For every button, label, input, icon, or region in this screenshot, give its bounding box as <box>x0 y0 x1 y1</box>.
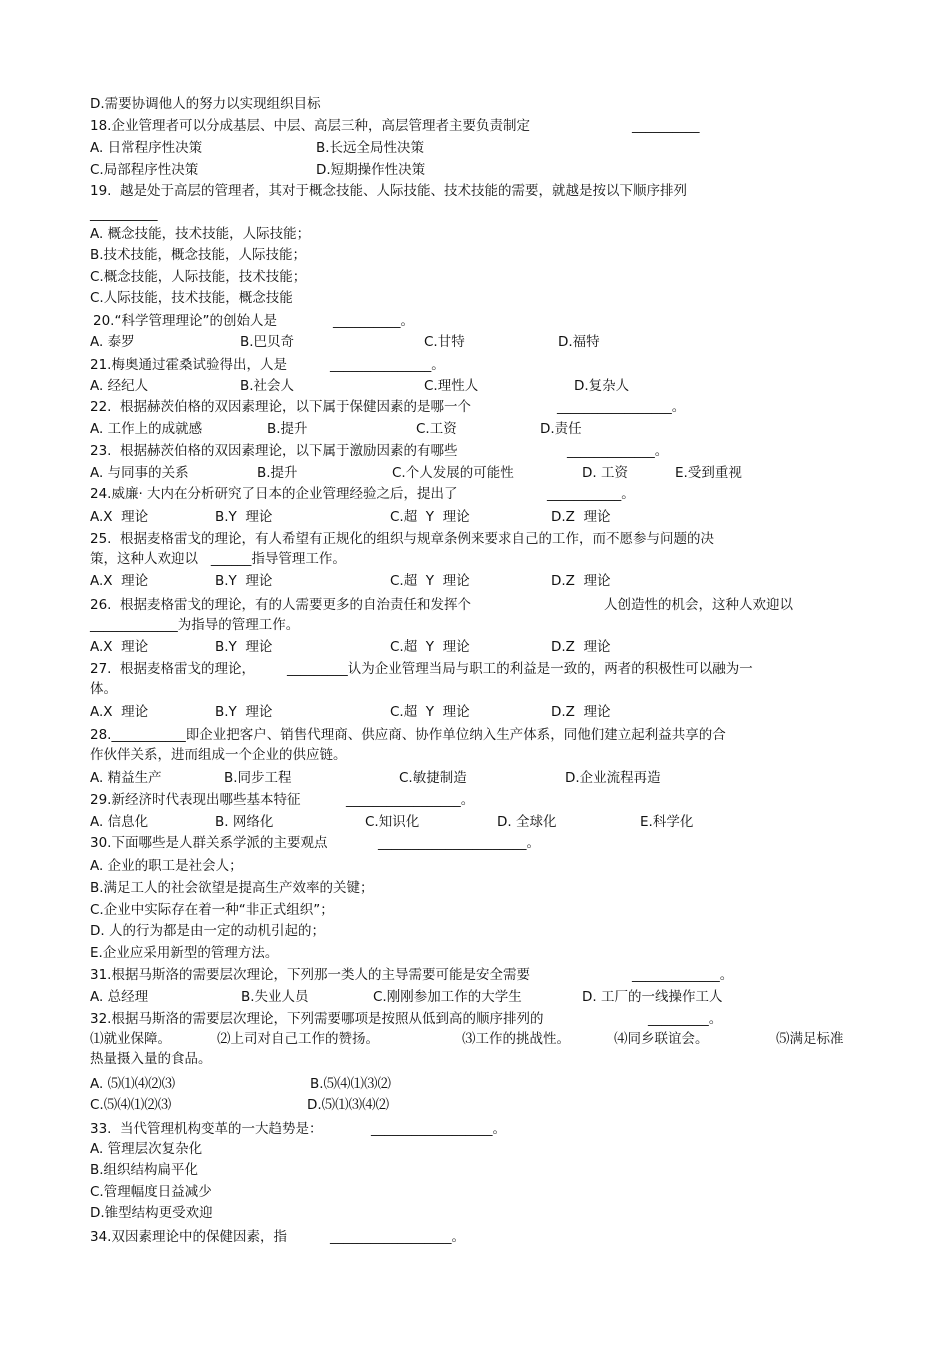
text-line: 33. 当代管理机构变革的一大趋势是： <box>90 1121 323 1137</box>
text-line: A. 经纪人 <box>90 378 149 394</box>
text-line: C.超 Y 理论 <box>390 509 470 525</box>
text-line: B. 网络化 <box>215 814 274 830</box>
text-line: B.社会人 <box>240 378 295 394</box>
text-line: E.企业应采用新型的管理方法。 <box>90 945 279 961</box>
text-line: 热量摄入量的食品。 <box>90 1051 212 1067</box>
text-line: 22. 根据赫茨伯格的双因素理论，以下属于保健因素的是哪一个 <box>90 399 472 415</box>
text-line: B.长远全局性决策 <box>316 140 425 156</box>
text-line: ⑵上司对自己工作的赞扬。 <box>217 1031 379 1047</box>
text-line: C.企业中实际存在着一种“非正式组织”； <box>90 902 334 918</box>
text-line: A. 概念技能，技术技能，人际技能； <box>90 226 311 242</box>
text-line: ⑸满足标准 <box>776 1031 844 1047</box>
text-line: 体。 <box>90 681 117 697</box>
text-line: E.受到重视 <box>675 465 742 481</box>
text-line: ______________________。 <box>378 835 540 851</box>
text-line: 28.___________即企业把客户、销售代理商、供应商、协作单位纳入生产体系，同他们建立起利益共享的合 <box>90 727 726 743</box>
text-line: B.满足工人的社会欲望是提高生产效率的关键； <box>90 880 374 896</box>
text-line: C.工资 <box>416 421 457 437</box>
text-line: D.复杂人 <box>574 378 630 394</box>
text-line: D.责任 <box>540 421 582 437</box>
text-line: D.福特 <box>558 334 600 350</box>
text-line: __________。 <box>333 313 414 329</box>
text-line: B.同步工程 <box>224 770 292 786</box>
text-line: 24.威廉· 大内在分析研究了日本的企业管理经验之后，提出了 <box>90 486 458 502</box>
text-line: A.X 理论 <box>90 639 149 655</box>
text-line: 32.根据马斯洛的需要层次理论，下列需要哪项是按照从低到高的顺序排列的 <box>90 1011 544 1027</box>
text-line: A. 管理层次复杂化 <box>90 1141 203 1157</box>
text-line: D.需要协调他人的努力以实现组织目标 <box>90 96 321 112</box>
text-line: D. 工厂的一线操作工人 <box>582 989 723 1005</box>
text-line: 30.下面哪些是人群关系学派的主要观点 <box>90 835 328 851</box>
text-line: 策，这种人欢迎以 ______指导管理工作。 <box>90 551 346 567</box>
text-line: B.提升 <box>267 421 308 437</box>
text-line: D.⑸⑴⑶⑷⑵ <box>307 1097 390 1113</box>
text-line: 人创造性的机会，这种人欢迎以 <box>604 597 793 613</box>
text-line: 34.双因素理论中的保健因素，指 <box>90 1229 287 1245</box>
text-line: 19. 越是处于高层的管理者，其对于概念技能、人际技能、技术技能的需要，就越是按以下顺序排列 <box>90 183 688 199</box>
text-line: 21.梅奥通过霍桑试验得出，人是 <box>90 357 287 373</box>
text-line: _______________。 <box>330 357 445 373</box>
text-line: A.X 理论 <box>90 573 149 589</box>
text-line: B.Y 理论 <box>215 704 273 720</box>
text-line: C.甘特 <box>424 334 465 350</box>
text-line: B.Y 理论 <box>215 509 273 525</box>
text-line: C.⑸⑷⑴⑵⑶ <box>90 1097 172 1113</box>
text-line: _________________。 <box>557 399 686 415</box>
text-line: _____________。 <box>632 967 734 983</box>
text-line: D.Z 理论 <box>551 509 611 525</box>
text-line: C.个人发展的可能性 <box>392 465 514 481</box>
text-line: __________________。 <box>330 1229 465 1245</box>
text-line: ⑷同乡联谊会。 <box>614 1031 709 1047</box>
text-line: A. 精益生产 <box>90 770 162 786</box>
text-line: C.超 Y 理论 <box>390 704 470 720</box>
text-line: ⑴就业保障。 <box>90 1031 171 1047</box>
text-line: A. 日常程序性决策 <box>90 140 203 156</box>
text-line: A.X 理论 <box>90 704 149 720</box>
text-line: A. 泰罗 <box>90 334 135 350</box>
text-line: ⑶工作的挑战性。 <box>462 1031 570 1047</box>
text-line: D. 人的行为都是由一定的动机引起的； <box>90 923 325 939</box>
text-line: D.短期操作性决策 <box>316 162 426 178</box>
text-line: 作伙伴关系，进而组成一个企业的供应链。 <box>90 747 347 763</box>
text-line: D. 全球化 <box>497 814 557 830</box>
text-line: C.理性人 <box>424 378 479 394</box>
text-line: D.Z 理论 <box>551 704 611 720</box>
text-line: B.Y 理论 <box>215 639 273 655</box>
text-line: C.超 Y 理论 <box>390 573 470 589</box>
text-line: C.知识化 <box>365 814 420 830</box>
text-line: A. 信息化 <box>90 814 149 830</box>
text-line: 31.根据马斯洛的需要层次理论，下列那一类人的主导需要可能是安全需要 <box>90 967 530 983</box>
text-line: D.Z 理论 <box>551 573 611 589</box>
text-line: A. ⑸⑴⑷⑵⑶ <box>90 1076 176 1092</box>
text-line: __________________。 <box>371 1121 506 1137</box>
text-line: A. 总经理 <box>90 989 149 1005</box>
text-line: B.失业人员 <box>241 989 309 1005</box>
text-line: 29.新经济时代表现出哪些基本特征 <box>90 792 301 808</box>
text-line: C.超 Y 理论 <box>390 639 470 655</box>
text-line: 27. 根据麦格雷戈的理论， <box>90 661 256 677</box>
text-line: __________ <box>632 118 700 134</box>
text-line: D. 工资 <box>582 465 628 481</box>
text-line: 18.企业管理者可以分成基层、中层、高层三种，高层管理者主要负责制定 <box>90 118 530 134</box>
text-line: C.局部程序性决策 <box>90 162 199 178</box>
text-line: C.管理幅度日益减少 <box>90 1184 212 1200</box>
text-line: _________________。 <box>346 792 475 808</box>
text-line: D.企业流程再造 <box>565 770 661 786</box>
text-line: 26. 根据麦格雷戈的理论，有的人需要更多的自治责任和发挥个 <box>90 597 472 613</box>
text-line: E.科学化 <box>640 814 694 830</box>
text-line: A.X 理论 <box>90 509 149 525</box>
text-line: A. 与同事的关系 <box>90 465 189 481</box>
text-line: 25. 根据麦格雷戈的理论，有人希望有正规化的组织与规章条例来要求自己的工作，而不愿参与问题的决 <box>90 531 715 547</box>
text-line: 23. 根据赫茨伯格的双因素理论，以下属于激励因素的有哪些 <box>90 443 458 459</box>
text-line: _________。 <box>648 1011 723 1027</box>
text-line: C.概念技能，人际技能，技术技能； <box>90 269 307 285</box>
text-line: _________认为企业管理当局与职工的利益是一致的，两者的积极性可以融为一 <box>287 661 753 677</box>
text-line: D.锥型结构更受欢迎 <box>90 1205 213 1221</box>
text-line: _____________。 <box>567 443 669 459</box>
text-line: A. 工作上的成就感 <box>90 421 203 437</box>
text-line: __________ <box>90 206 158 222</box>
text-line: C.刚刚参加工作的大学生 <box>373 989 522 1005</box>
text-line: B.提升 <box>257 465 298 481</box>
text-line: B.组织结构扁平化 <box>90 1162 199 1178</box>
text-line: B.Y 理论 <box>215 573 273 589</box>
text-line: _____________为指导的管理工作。 <box>90 617 300 633</box>
text-line: B.巴贝奇 <box>240 334 295 350</box>
text-line: B.技术技能，概念技能，人际技能； <box>90 247 307 263</box>
text-line: B.⑸⑷⑴⑶⑵ <box>310 1076 392 1092</box>
text-line: ___________。 <box>547 486 635 502</box>
text-line: D.Z 理论 <box>551 639 611 655</box>
text-line: A. 企业的职工是社会人； <box>90 858 243 874</box>
text-line: C.人际技能，技术技能，概念技能 <box>90 290 293 306</box>
text-line: 20.“科学管理理论”的创始人是 <box>93 313 277 329</box>
text-line: C.敏捷制造 <box>399 770 467 786</box>
